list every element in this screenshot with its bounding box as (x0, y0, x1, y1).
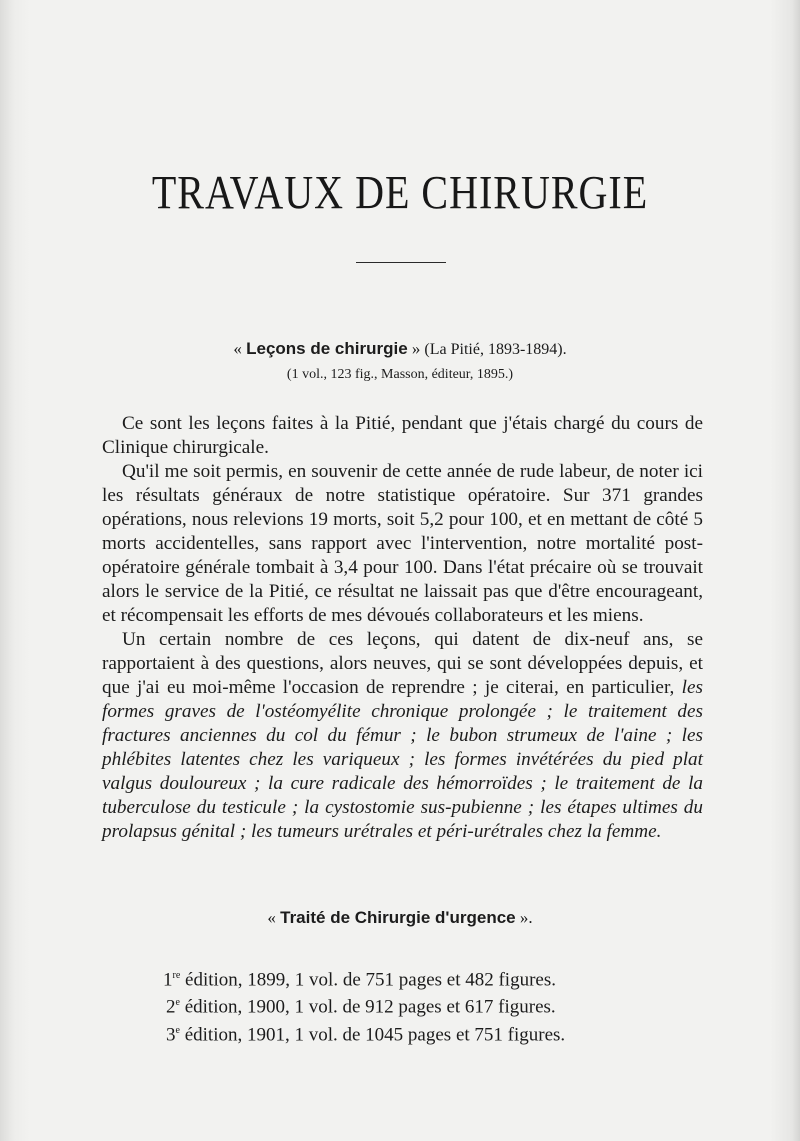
edition-text: édition, 1899, 1 vol. de 751 pages et 482 figures. (180, 969, 556, 991)
paragraph-3-text: Un certain nombre de ces leçons, qui datent de dix-neuf ans, se rapportaient à des questions, alors neuves, qui se sont développées depuis, et que j'ai eu moi-même l'occasion de reprendre ; je citerai, en particulier, (102, 629, 703, 698)
paragraph-2: Qu'il me soit permis, en souvenir de cette année de rude labeur, de noter ici les résultats généraux de notre statistique opératoire. Sur 371 grandes opérations, nous relevions 19 morts, soit 5,2 pour 100, et en mettant de côté 5 morts accidentelles, sans rapport avec l'intervention, notre mortalité post-opératoire générale tombait à 3,4 pour 100. Dans l'état précaire où se trouvait alors le service de la Pitié, ce résultat ne laissait pas que d'être encourageant, et récompensait les efforts de mes dévoués collaborateurs et les miens. (102, 461, 703, 626)
section-heading-lecons (0, 339, 800, 359)
edition-ordinal-suffix: e (175, 997, 180, 1009)
edition-ordinal: 3 (166, 1023, 176, 1045)
page-title: TRAVAUX DE CHIRURGIE (151, 166, 649, 220)
title-divider (356, 262, 446, 263)
paragraph-3 (102, 628, 703, 844)
open-quote: « (267, 908, 281, 927)
edition-ordinal-suffix: e (175, 1024, 180, 1036)
edition-ordinal: 1 (163, 969, 173, 991)
paragraph-1: Ce sont les leçons faites à la Pitié, pendant que j'étais chargé du cours de Clinique chirurgicale. (102, 413, 703, 458)
close-quote: ». (515, 908, 533, 927)
edition-row (163, 964, 565, 991)
publication-info: (1 vol., 123 fig., Masson, éditeur, 1895.) (286, 367, 514, 382)
edition-text: édition, 1901, 1 vol. de 1045 pages et 751 figures. (179, 1023, 566, 1045)
open-quote: « (233, 339, 247, 358)
close-quote: » (407, 339, 421, 358)
paragraph-3-italic-list: les formes graves de l'ostéomyélite chronique prolongée ; le traitement des fractures anciennes du col du fémur ; le bubon strumeux de l'aine ; les phlébites latentes chez les variqueux ; les formes invétérées du pied plat valgus douloureux ; la cure radicale des hémorroïdes ; le traitement de la tuberculose du testicule ; la cystostomie sus-pubienne ; les étapes ultimes du prolapsus génital ; les tumeurs urétrales et péri-urétrales chez la femme. (102, 677, 703, 842)
editions-list (163, 964, 565, 1046)
edition-ordinal: 2 (166, 996, 176, 1018)
edition-row (163, 991, 565, 1018)
edition-row (163, 1019, 565, 1046)
section-title-lecons: Leçons de chirurgie (246, 339, 408, 358)
body-text (102, 412, 703, 844)
section-heading-traite (0, 908, 800, 928)
section-title-traite: Traité de Chirurgie d'urgence (280, 908, 516, 927)
section-context: (La Pitié, 1893-1894). (420, 341, 567, 358)
edition-ordinal-suffix: re (172, 970, 181, 981)
edition-text: édition, 1900, 1 vol. de 912 pages et 617 figures. (179, 996, 556, 1018)
